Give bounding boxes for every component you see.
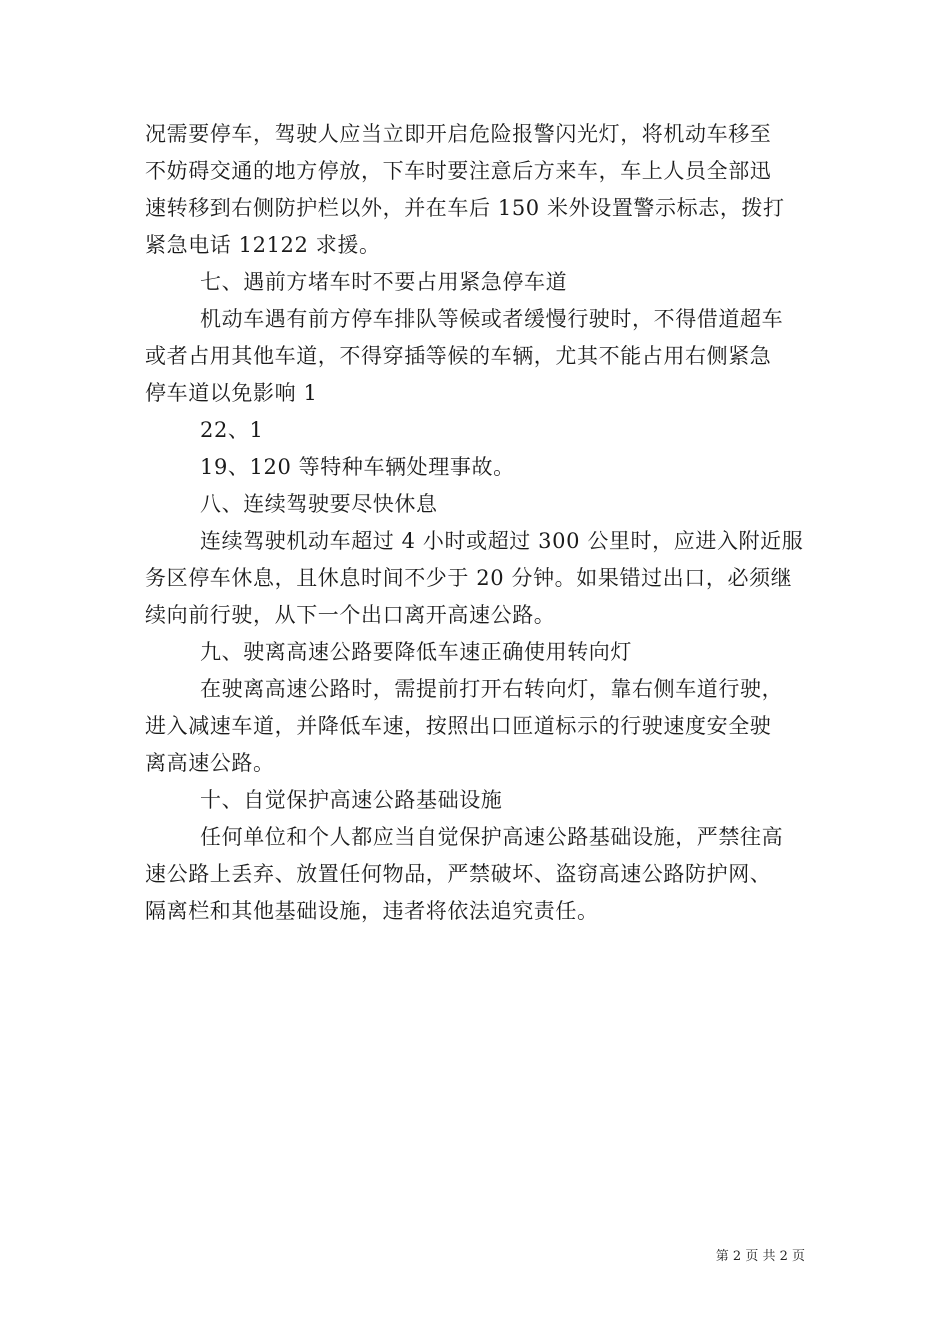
paragraph (145, 449, 809, 486)
text-line: 进入减速车道，并降低车速，按照出口匝道标示的行驶速度安全驶 (145, 714, 772, 738)
text-line: 22、1 (200, 418, 264, 442)
text-line: 八、连续驾驶要尽快休息 (200, 492, 438, 516)
text-line: 机动车遇有前方停车排队等候或者缓慢行驶时，不得借道超车 (200, 307, 784, 331)
text-line: 任何单位和个人都应当自觉保护高速公路基础设施，严禁往高 (200, 825, 784, 849)
section-heading (145, 264, 809, 301)
section-heading (145, 782, 809, 819)
text-line: 九、驶离高速公路要降低车速正确使用转向灯 (200, 640, 632, 664)
text-line: 连续驾驶机动车超过 4 小时或超过 300 公里时，应进入附近服 (200, 529, 804, 553)
text-line: 19、120 等特种车辆处理事故。 (200, 455, 515, 479)
section-heading (145, 486, 809, 523)
text-line: 速公路上丢弃、放置任何物品，严禁破坏、盗窃高速公路防护网、 (145, 862, 772, 886)
text-line: 隔离栏和其他基础设施，违者将依法追究责任。 (145, 899, 599, 923)
paragraph (145, 412, 809, 449)
page-number: 第 2 页 共 2 页 (715, 1249, 805, 1264)
text-line: 或者占用其他车道，不得穿插等候的车辆，尤其不能占用右侧紧急 (145, 344, 772, 368)
text-line: 离高速公路。 (145, 751, 275, 775)
paragraph (145, 819, 809, 930)
paragraph (145, 301, 809, 412)
text-line: 速转移到右侧防护栏以外，并在车后 150 米外设置警示标志，拨打 (145, 196, 785, 220)
text-line: 续向前行驶，从下一个出口离开高速公路。 (145, 603, 556, 627)
text-line: 在驶离高速公路时，需提前打开右转向灯，靠右侧车道行驶， (200, 677, 784, 701)
text-line: 务区停车休息，且休息时间不少于 20 分钟。如果错过出口，必须继 (145, 566, 793, 590)
text-line: 况需要停车，驾驶人应当立即开启危险报警闪光灯，将机动车移至 (145, 122, 772, 146)
document-body (145, 116, 809, 930)
text-line: 紧急电话 12122 求援。 (145, 233, 381, 257)
paragraph (145, 116, 809, 264)
section-heading (145, 634, 809, 671)
text-line: 十、自觉保护高速公路基础设施 (200, 788, 503, 812)
paragraph (145, 523, 809, 634)
text-line: 七、遇前方堵车时不要占用紧急停车道 (200, 270, 568, 294)
text-line: 不妨碍交通的地方停放，下车时要注意后方来车，车上人员全部迅 (145, 159, 772, 183)
text-line: 停车道以免影响 1 (145, 381, 318, 405)
paragraph (145, 671, 809, 782)
